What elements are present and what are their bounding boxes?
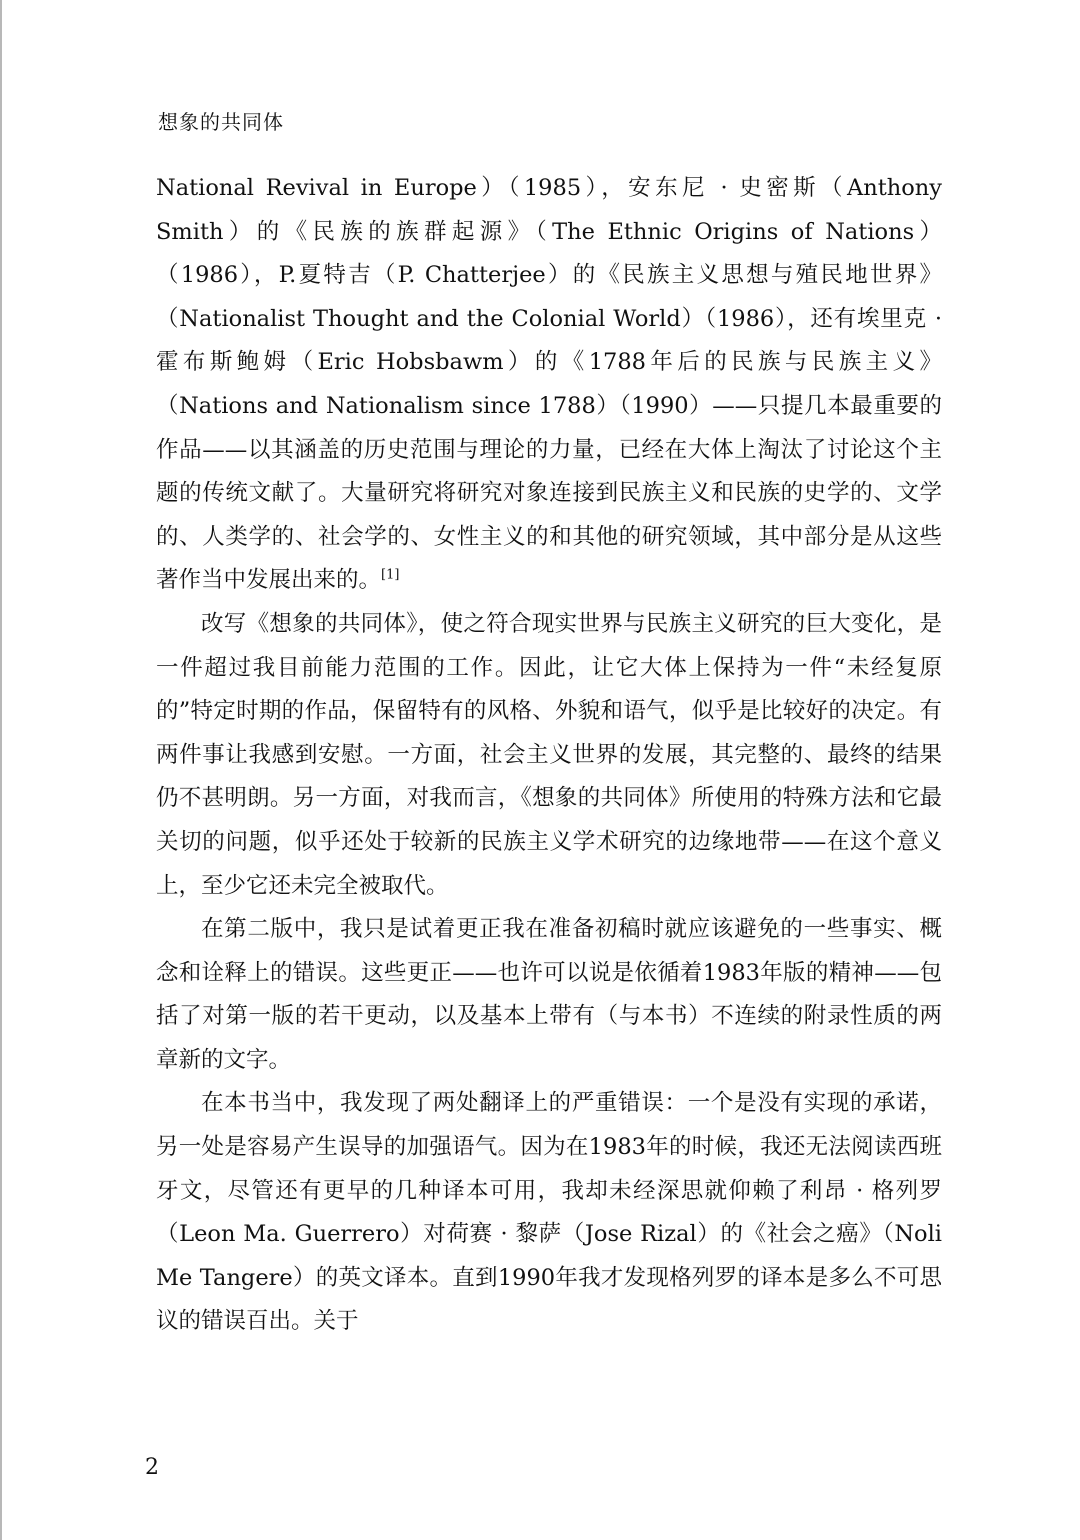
paragraph-1-text: National Revival in Europe）（1985），安东尼 · 史密斯（Anthony Smith）的《民族的族群起源》（The Ethnic Origins of Nations）（1986），P.夏特吉（P. Chatterjee）的《民族主义思想与殖民地世界》（Nationalist Thought and the Colonial World）（1986），还有埃里克 · 霍布斯鲍姆（Eric Hobsbawm）的《1788年后的民族与民族主义》（Nations and Nationalism since 1788）（1990）——只提几本最重要的作品——以其涵盖的历史范围与理论的力量，已经在大体上淘汰了讨论这个主题的传统文献了。大量研究将研究对象连接到民族主义和民族的史学的、文学的、人类学的、社会学的、女性主义的和其他的研究领域，其中部分是从这些著作当中发展出来的。 (156, 175, 942, 594)
page-number: 2 (145, 1455, 159, 1480)
paragraph-2: 改写《想象的共同体》，使之符合现实世界与民族主义研究的巨大变化，是一件超过我目前能力范围的工作。因此，让它大体上保持为一件“未经复原的”特定时期的作品，保留特有的风格、外貌和语气，似乎是比较好的决定。有两件事让我感到安慰。一方面，社会主义世界的发展，其完整的、最终的结果仍不甚明朗。另一方面，对我而言，《想象的共同体》所使用的特殊方法和它最关切的问题，似乎还处于较新的民族主义学术研究的边缘地带——在这个意义上，至少它还未完全被取代。 (156, 610, 942, 899)
paragraph-3: 在第二版中，我只是试着更正我在准备初稿时就应该避免的一些事实、概念和诠释上的错误。这些更正——也许可以说是依循着1983年版的精神——包括了对第一版的若干更动，以及基本上带有（与本书）不连续的附录性质的两章新的文字。 (156, 916, 942, 1073)
paragraph-4: 在本书当中，我发现了两处翻译上的严重错误：一个是没有实现的承诺，另一处是容易产生误导的加强语气。因为在1983年的时候，我还无法阅读西班牙文，尽管还有更早的几种译本可用，我却未经深思就仰赖了利昂 · 格列罗（Leon Ma. Guerrero）对荷赛 · 黎萨（Jose Rizal）的《社会之癌》（Noli Me Tangere）的英文译本。直到1990年我才发现格列罗的译本是多么不可思议的错误百出。关于 (156, 1090, 942, 1335)
paragraph-1 (156, 167, 942, 603)
running-header: 想象的共同体 (158, 110, 284, 134)
footnote-reference[interactable]: [1] (381, 567, 400, 583)
page-edge (0, 0, 2, 1540)
page-body (156, 167, 942, 1344)
